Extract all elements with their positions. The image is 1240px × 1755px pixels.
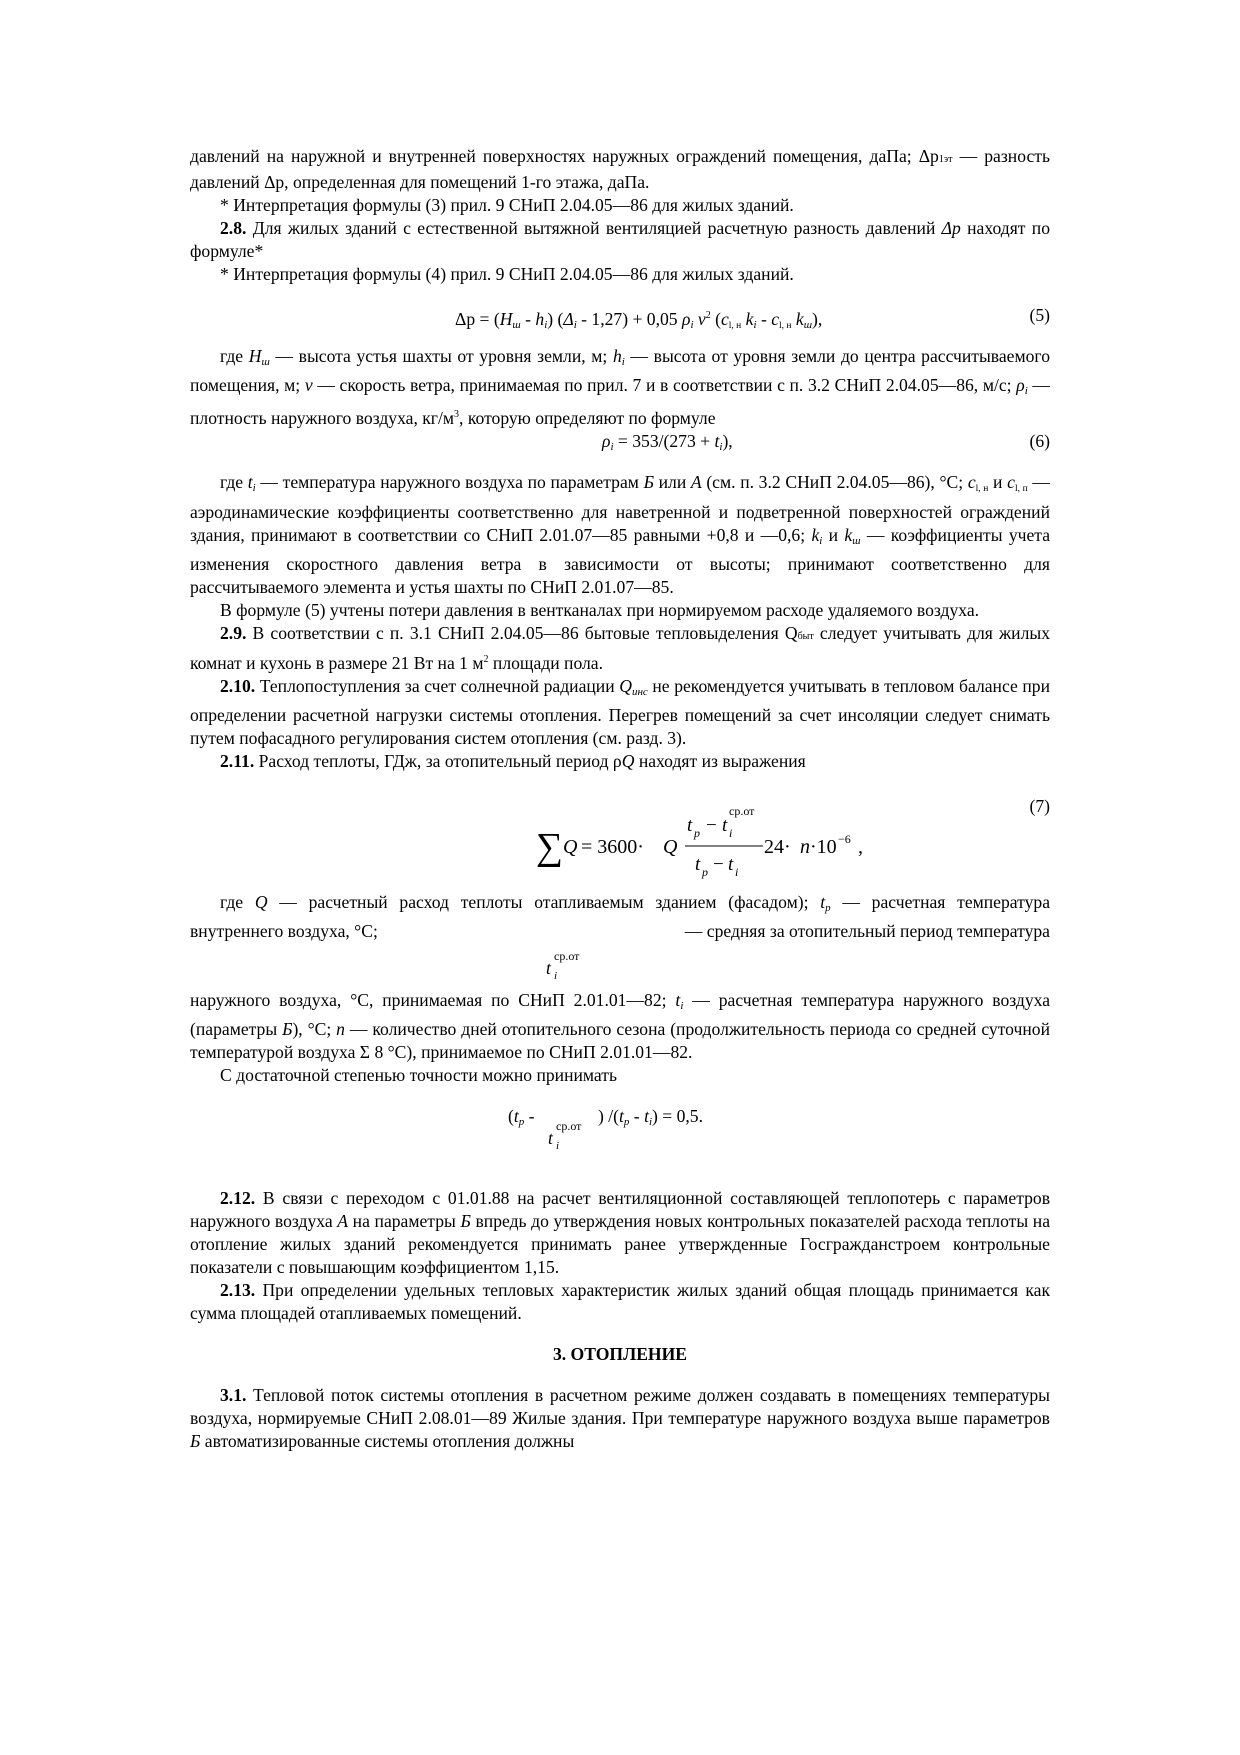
num-tp-sub: p	[694, 826, 700, 840]
den-ti: t	[728, 854, 734, 875]
paragraph-accuracy: С достаточной степенью точности можно принимать	[220, 1065, 617, 1085]
footnote-formula-4: * Интерпретация формулы (4) прил. 9 СНиП 2.04.05—86 для жилых зданий.	[220, 264, 794, 284]
den-ti-sub: i	[735, 865, 739, 879]
eq7-dot: ·10	[810, 836, 837, 858]
equation-ratio: ($t_p$ - t ср.от i ) $/(t_p - t_i) = 0,5$.	[508, 1106, 703, 1152]
den-tp-sub: p	[702, 865, 708, 879]
equation-5-number: (5)	[1029, 305, 1050, 325]
eq7-exp: −6	[838, 832, 851, 846]
num-ti-sub: i	[729, 826, 733, 840]
equation-7	[190, 791, 1050, 891]
num-tp: t	[687, 815, 693, 836]
paragraph-continuation: давлений на наружной и внутренней поверхностях наружных ограждений помещения, даПа; Δр1эт — разность давлений Δр, определенная для помещений 1-го этажа, даПа.	[190, 146, 1050, 192]
paragraph-where-6: где $t_i$ — температура наружного воздуха по параметрам Б или А (см. п. 3.2 СНиП 2.04.05—86), °С; cl, н и cl, п — аэродинамические коэффициенты соответственно для наветренной и подветренной поверхностей ограждений здания, принимают в соответствии со СНиП 2.01.07—85 равными +0,8 и —0,6; $k_i$ и $k_ш$ — коэффициенты учета изменения скоростного давления ветра в зависимости от высоты; принимают соответственно для рассчитываемого элемента и устья шахты по СНиП 2.01.07—85.	[190, 472, 1051, 597]
sum-q: Q	[563, 836, 578, 858]
sigma-symbol: ∑	[536, 826, 564, 868]
paragraph-3-1: 3.1. Тепловой поток системы отопления в расчетном режиме должен создавать в помещениях температуры воздуха, нормируемые СНиП 2.08.01—89 Жилые здания. При температуре наружного воздуха выше параметров Б автоматизированные системы отопления должны	[190, 1385, 1050, 1451]
document-page	[190, 145, 1050, 1453]
num-ti: t	[722, 815, 728, 836]
paragraph-2-13: 2.13. При определении удельных тепловых характеристик жилых зданий общая площадь принимается как сумма площадей отапливаемых помещений.	[190, 1280, 1050, 1323]
eq7-n: n	[800, 836, 810, 858]
equation-5: $\Delta р = (H_ш - h_i)$ $(\Delta_i - 1,27) + 0,05$ $\rho_i$ $v^2$ (cl, н $k_i$ - cl, н $k_ш$), (5)	[455, 305, 1050, 331]
num-ti-sup: ср.от	[729, 804, 755, 818]
paragraph-where-7: где Q — расчетный расход теплоты отапливаемым зданием (фасадом); $t_p$ — расчетная температура внутреннего воздуха, °С;	[190, 892, 1050, 941]
eq7-tail: 24·	[764, 836, 791, 858]
num-minus: −	[706, 815, 717, 836]
paragraph-where-7-middle: t ср.от i — средняя за отопительный период температура	[190, 943, 1050, 989]
paragraph-2-9: 2.9. В соответствии с п. 3.1 СНиП 2.04.05—86 бытовые тепловыделения Qбыт следует учитывать для жилых комнат и кухонь в размере 21 Вт на 1 $м^2$ площади пола.	[190, 623, 1050, 673]
eq7-constant: = 3600·	[581, 836, 644, 858]
paragraph-2-8: 2.8. Для жилых зданий с естественной вытяжной вентиляцией расчетную разность давлений Δр находят по формуле*	[190, 218, 1050, 261]
paragraph-where-7-end: наружного воздуха, °С, принимаемая по СНиП 2.01.01—82; $t_i$ — расчетная температура наружного воздуха (параметры Б), °С; n — количество дней отопительного сезона (продолжительность периода со средней суточной температурой воздуха Σ 8 °С), принимаемое по СНиП 2.01.01—82.	[190, 990, 1051, 1062]
eq7-q2: Q	[663, 836, 678, 858]
section-3-heading: 3. ОТОПЛЕНИЕ	[552, 1344, 688, 1364]
paragraph-where-5: где $H_ш$ — высота устья шахты от уровня земли, м; $h_i$ — высота от уровня земли до центра рассчитываемого помещения, м; v — скорость ветра, принимаемая по прил. 7 и в соответствии с п. 3.2 СНиП 2.04.05—86, м/с; $\rho_i$ — плотность наружного воздуха, $кг/м^3$, которую определяют по формуле	[190, 346, 1050, 428]
equation-6: $\rho_i = 353/(273 + t_i)$, (6)	[602, 431, 1050, 453]
paragraph-2-10: 2.10. Теплопоступления за счет солнечной радиации $Q_{инс}$ не рекомендуется учитывать в тепловом балансе при определении расчетной нагрузки системы отопления. Перегрев помещений за счет инсоляции следует снимать путем пофасадного регулирования систем отопления (см. разд. 3).	[190, 676, 1050, 748]
t-sr-ot-inline: t ср.от i	[546, 949, 580, 982]
t-sr-ot-ratio: t ср.от i	[548, 1119, 582, 1152]
equation-7-number: (7)	[1029, 796, 1050, 816]
paragraph-2-12: 2.12. В связи с переходом с 01.01.88 на расчет вентиляционной составляющей теплопотерь с параметров наружного воздуха А на параметры Б впредь до утверждения новых контрольных показателей расхода теплоты на отопление жилых зданий рекомендуется принимать ранее утвержденные Госгражданстроем контрольные показатели с повышающим коэффициентом 1,15.	[190, 1188, 1050, 1277]
paragraph-formula-5-note: В формуле (5) учтены потери давления в вентканалах при нормируемом расходе удаляемого воздуха.	[220, 600, 980, 620]
footnote-formula-3: * Интерпретация формулы (3) прил. 9 СНиП 2.04.05—86 для жилых зданий.	[220, 195, 794, 215]
den-tp: t	[695, 854, 701, 875]
paragraph-2-11: 2.11. Расход теплоты, ГДж, за отопительный период ρQ находят из выражения	[220, 751, 806, 771]
equation-7-graphic	[190, 791, 1050, 891]
equation-6-number: (6)	[1029, 431, 1050, 451]
den-minus: −	[713, 854, 724, 875]
eq7-comma: ,	[858, 836, 863, 858]
